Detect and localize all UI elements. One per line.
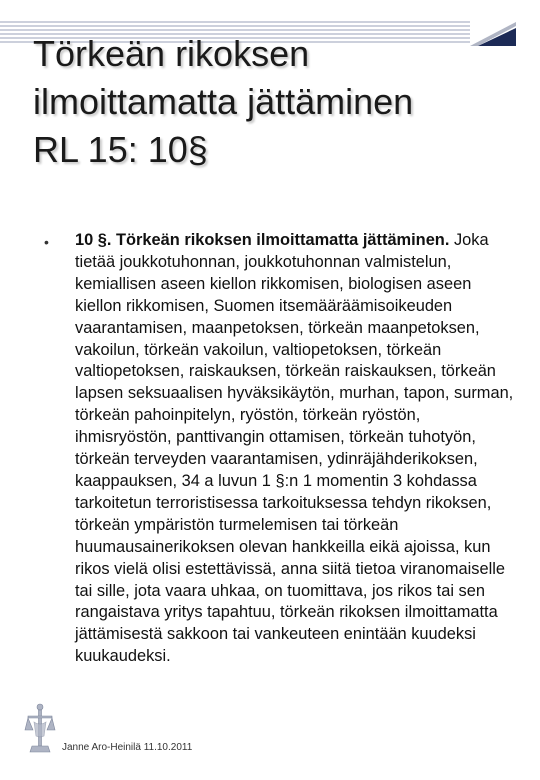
- section-heading: 10 §. Törkeän rikoksen ilmoittamatta jättäminen.: [75, 231, 450, 249]
- slide-title-line-2: ilmoittamatta jättäminen: [33, 81, 414, 122]
- bullet-marker: •: [44, 234, 49, 250]
- slide-title: [33, 30, 513, 174]
- section-text: Joka tietää joukkotuhonnan, joukkotuhonnan valmistelun, kemiallisen aseen kiellon rikkomisen, biologisen aseen kiellon rikkomisen, Suomen itsemääräämisoikeuden vaarantamisen, maanpetoksen, törkeän maanpetoksen, vakoilun, törkeän vakoilun, valtiopetoksen, törkeän valtiopetoksen, raiskauksen, törkeän raiskauksen, törkeän lapsen seksuaalisen hyväksikäytön, murhan, tapon, surman, törkeän pahoinpitelyn, ryöstön, törkeän ryöstön, ihmisryöstön, panttivangin ottamisen, törkeän tuhotyön, törkeän terveyden vaarantamisen, ydinräjähderikoksen, kaappauksen, 34 a luvun 1 §:n 1 momentin 3 kohdassa tarkoitetun terroristisessa tarkoituksessa tehdyn rikoksen, törkeän ympäristön turmelemisen tai törkeän huumausainerikoksen olevan hankkeilla eikä ajoissa, kun rikos vielä olisi estettävissä, anna siitä tietoa viranomaiselle tai sille, jota vaara uhkaa, on tuomittava, jos rikos tai sen rangaistava yritys tapahtuu, törkeän rikoksen ilmoittamatta jättämisestä sakkoon tai vankeuteen enintään kuudeksi kuukaudeksi.: [75, 231, 514, 666]
- slide-title-line-1: Törkeän rikoksen: [33, 33, 310, 74]
- justice-emblem-icon: [24, 702, 56, 756]
- slide-title-line-3: RL 15: 10§: [33, 129, 208, 170]
- footer-author-date: Janne Aro-Heinilä 11.10.2011: [62, 742, 193, 753]
- bullet-paragraph: [75, 230, 515, 668]
